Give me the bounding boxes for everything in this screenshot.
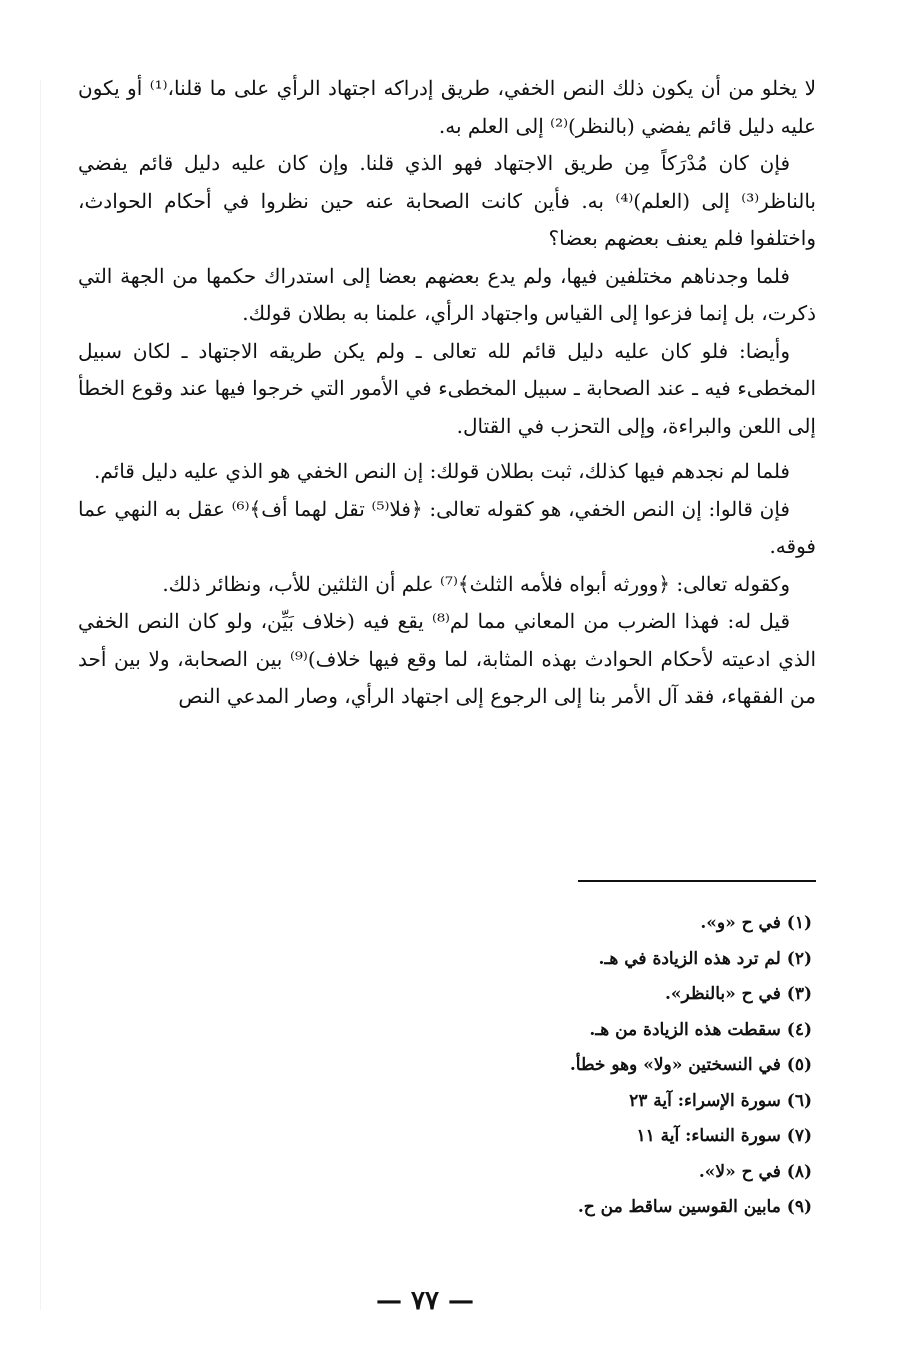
paragraph-3: فلما وجدناهم مختلفين فيها، ولم يدع بعضهم بعضا إلى استدراك حكمها من الجهة التي ذكرت، بل إنما فزعوا إلى القياس واجتهاد الرأي، علمنا به بطلان قولك. [78,263,816,325]
page-edge-shadow [40,80,41,1310]
page-number: — ٧٧ — [375,1286,475,1316]
footnote-separator [578,880,816,882]
footnote-2: (٢) لم ترد هذه الزيادة في هـ. [598,948,812,969]
paragraph-8: قيل له: فهذا الضرب من المعاني مما لم⁽⁸⁾ يقع فيه (خلاف بَيِّن، ولو كان النص الخفي الذي ادعيته لأحكام الحوادث بهذه المثابة، لما وقع فيها خلاف)⁽⁹⁾ بين الصحابة، ولا بين أحد من الفقهاء، فقد آل الأمر بنا إلى الرجوع إلى اجتهاد الرأي، وصار المدعي النص [78,609,817,708]
paragraph-5: فلما لم نجدهم فيها كذلك، ثبت بطلان قولك: إن النص الخفي هو الذي عليه دليل قائم. [93,459,790,483]
footnote-3: (٣) في ح «بالنظر». [665,984,812,1004]
paragraph-1: لا يخلو من أن يكون ذلك النص الخفي، طريق إدراكه اجتهاد الرأي على ما قلنا،⁽¹⁾ أو يكون عليه دليل قائم يفضي (بالنظر)⁽²⁾ إلى العلم به. [78,76,816,138]
footnote-8: (٨) في ح «لا». [698,1161,812,1182]
main-text [78,70,816,716]
footnote-9: (٩) مابين القوسين ساقط من ح. [577,1197,812,1217]
footnote-4: (٤) سقطت هذه الزيادة من هـ. [589,1019,812,1040]
paragraph-4: وأيضا: فلو كان عليه دليل قائم لله تعالى ـ ولم يكن طريقه الاجتهاد ـ لكان سبيل المخطىء فيه ـ عند الصحابة ـ سبيل المخطىء في الأمور التي خرجوا فيها عند وقوع الخطأ إلى اللعن والبراءة، وإلى التحزب في القتال. [78,338,816,438]
paragraph-2: فإن كان مُدْرَكاً مِن طريق الاجتهاد فهو الذي قلنا. وإن كان عليه دليل قائم يفضي بالناظر⁽³⁾ إلى (العلم)⁽⁴⁾ به. فأين كانت الصحابة عنه حين نظروا في أحكام الحوادث، واختلفوا فلم يعنف بعضهم بعضا؟ [78,151,816,250]
paragraph-7: وكقوله تعالى: ﴿وورثه أبواه فلأمه الثلث﴾⁽⁷⁾ علم أن الثلثين للأب، ونظائر ذلك. [162,571,790,596]
footnotes [300,906,812,1226]
footnote-1: (١) في ح «و». [700,913,812,933]
footnote-7: (٧) سورة النساء: آية ١١ [636,1126,812,1146]
paragraph-6: فإن قالوا: إن النص الخفي، هو كقوله تعالى: ﴿فلا⁽⁵⁾ تقل لهما أف﴾⁽⁶⁾ عقل به النهي عما فوقه. [78,496,816,558]
footnote-6: (٦) سورة الإسراء: آية ٢٣ [629,1090,812,1111]
footnote-5: (٥) في النسختين «ولا» وهو خطأ. [569,1055,812,1075]
